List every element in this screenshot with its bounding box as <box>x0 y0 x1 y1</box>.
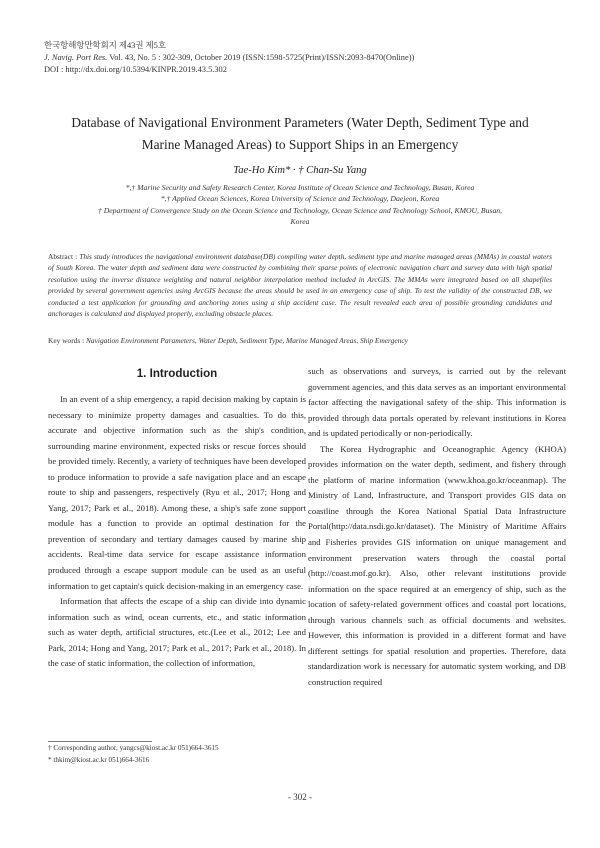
keywords-label: Key words : <box>48 336 86 345</box>
affiliation-1: *,† Marine Security and Safety Research Center, Korea Institute of Ocean Science and Technology, Busan, Korea <box>125 183 475 192</box>
left-column <box>48 366 306 672</box>
body-paragraph: The Korea Hydrographic and Oceanographic Agency (KHOA) provides information on the water depth, sediment, and fishery through the platform of marine information (www.khoa.go.kr/oceanmap). The Ministry of Land, Infrastructure, and Transport provides GIS data on coastline through the Korea National Spatial Data Infrastructure Portal(http://data.nsdi.go.kr/dataset). The Ministry of Maritime Affairs and Fisheries provides GIS information on unique management and environment preservation waters through the coastal portal (http://coast.mof.go.kr). Also, other relevant institutions provide information on the space required at an emergency of ship, such as the location of safety-related government offices and coastal port locations, through various channels such as official documents and websites. However, this information is provided in a different format and have different settings for spatial resolution and properties. Therefore, data standardization work is necessary for automatic system working, and DB construction required <box>308 443 566 687</box>
citation-details: Vol. 43, No. 5 : 302-309, October 2019 (ISSN:1598-5725(Print)/ISSN:2093-8470(Online)) <box>107 53 415 62</box>
footnote-first-author: * thkim@kiost.ac.kr 051)664-3616 <box>48 755 150 764</box>
keywords <box>48 335 552 346</box>
footnotes <box>48 743 219 766</box>
author-list: Tae-Ho Kim* · † Chan-Su Yang <box>233 165 367 176</box>
body-paragraph: such as observations and surveys, is carried out by the relevant government agencies, and this data serves as an important environmental factor affecting the navigational safety of the ship. This information is provided through data portals operated by relevant institutions in Korea and is updated periodically or non-periodically. <box>308 366 566 439</box>
journal-header <box>44 40 414 76</box>
page-number: - 302 - <box>288 792 312 802</box>
affiliation-3-cont: Korea <box>290 216 310 226</box>
section-heading: 1. Introduction <box>136 367 218 380</box>
title-line-1: Database of Navigational Environment Parameters (Water Depth, Sediment Type and <box>71 115 529 130</box>
abstract-label: Abstract : <box>48 252 80 261</box>
title-line-2: Marine Managed Areas) to Support Ships in an Emergency <box>141 137 459 152</box>
citation-line <box>44 52 414 64</box>
abstract-text: This study introduces the navigational environment database(DB) compiling water depth, sediment type and marine managed areas (MMAs) in coastal waters of South Korea. The water depth and sediment data were constructed by combining their sparse points of electronic navigation chart and survey data with high spatial resolution using the inverse distance weighting and natural neighbor interpolation method included in ArcGIS. The MMAs were integrated based on all shapefiles provided by several government agencies using ArcGIS because the areas should be used in an emergency case of ship. To test the validity of the constructed DB, we conducted a test application for grounding and anchoring zones using a ship accident case. The result revealed each area of possible grounding candidates and anchorages is calculated and displayed properly, excluding obstacle places. <box>48 252 552 319</box>
paper-title <box>30 112 570 156</box>
journal-abbrev: J. Navig. Port Res. <box>44 53 108 62</box>
body-paragraph: Information that affects the escape of a ship can divide into dynamic information such as wind, ocean currents, etc., and static information such as water depth, artificial structures, etc.(Lee et al., 2012; Lee and Park, 2014; Hong and Yang, 2017; Park et al., 2017; Park et al., 2018). In the case of static information, the collection of information, <box>48 596 306 669</box>
doi-line[interactable]: DOI : http://dx.doi.org/10.5394/KINPR.2019.43.5.302 <box>44 65 227 74</box>
affiliation-2: *,† Applied Ocean Sciences, Korea University of Science and Technology, Daejeon, Korea <box>160 194 440 204</box>
affiliation-3: † Department of Convergence Study on the Ocean Science and Technology, Ocean Science and Technology School, KMOU, Busan, <box>97 205 503 215</box>
abstract <box>48 251 552 319</box>
footnote-corresponding: † Corresponding author, yangcs@kiost.ac.kr 051)664-3615 <box>48 744 219 752</box>
journal-korean-name: 한국항해항만학회지 제43권 제5호 <box>44 41 166 50</box>
right-column <box>308 364 566 690</box>
affiliation-list <box>30 182 570 227</box>
keywords-text: Navigation Environment Parameters, Water Depth, Sediment Type, Marine Managed Areas, Ship Emergency <box>85 336 408 345</box>
footnote-divider <box>48 741 152 742</box>
body-paragraph: In an event of a ship emergency, a rapid decision making by captain is necessary to minimize property damages and casualties. To do this, accurate and objective information such as the ship's condition, surrounding marine environment, expected risks or rescue forces should be provided timely. Recently, a variety of techniques have been developed to produce information to provide a safe navigation place and an escape route to ship and passengers, respectively (Ryu et al., 2017; Hong and Yang, 2017; Park et al., 2018). Among these, a ship's safe zone support module has a function to provide an optimal destination for the prevention of secondary and tertiary damages caused by marine ship accidents. Real-time data service for escape assistance information produced through a escape support module can be used as an useful information to get captain's quick decision-making in an emergency case. <box>48 394 306 591</box>
